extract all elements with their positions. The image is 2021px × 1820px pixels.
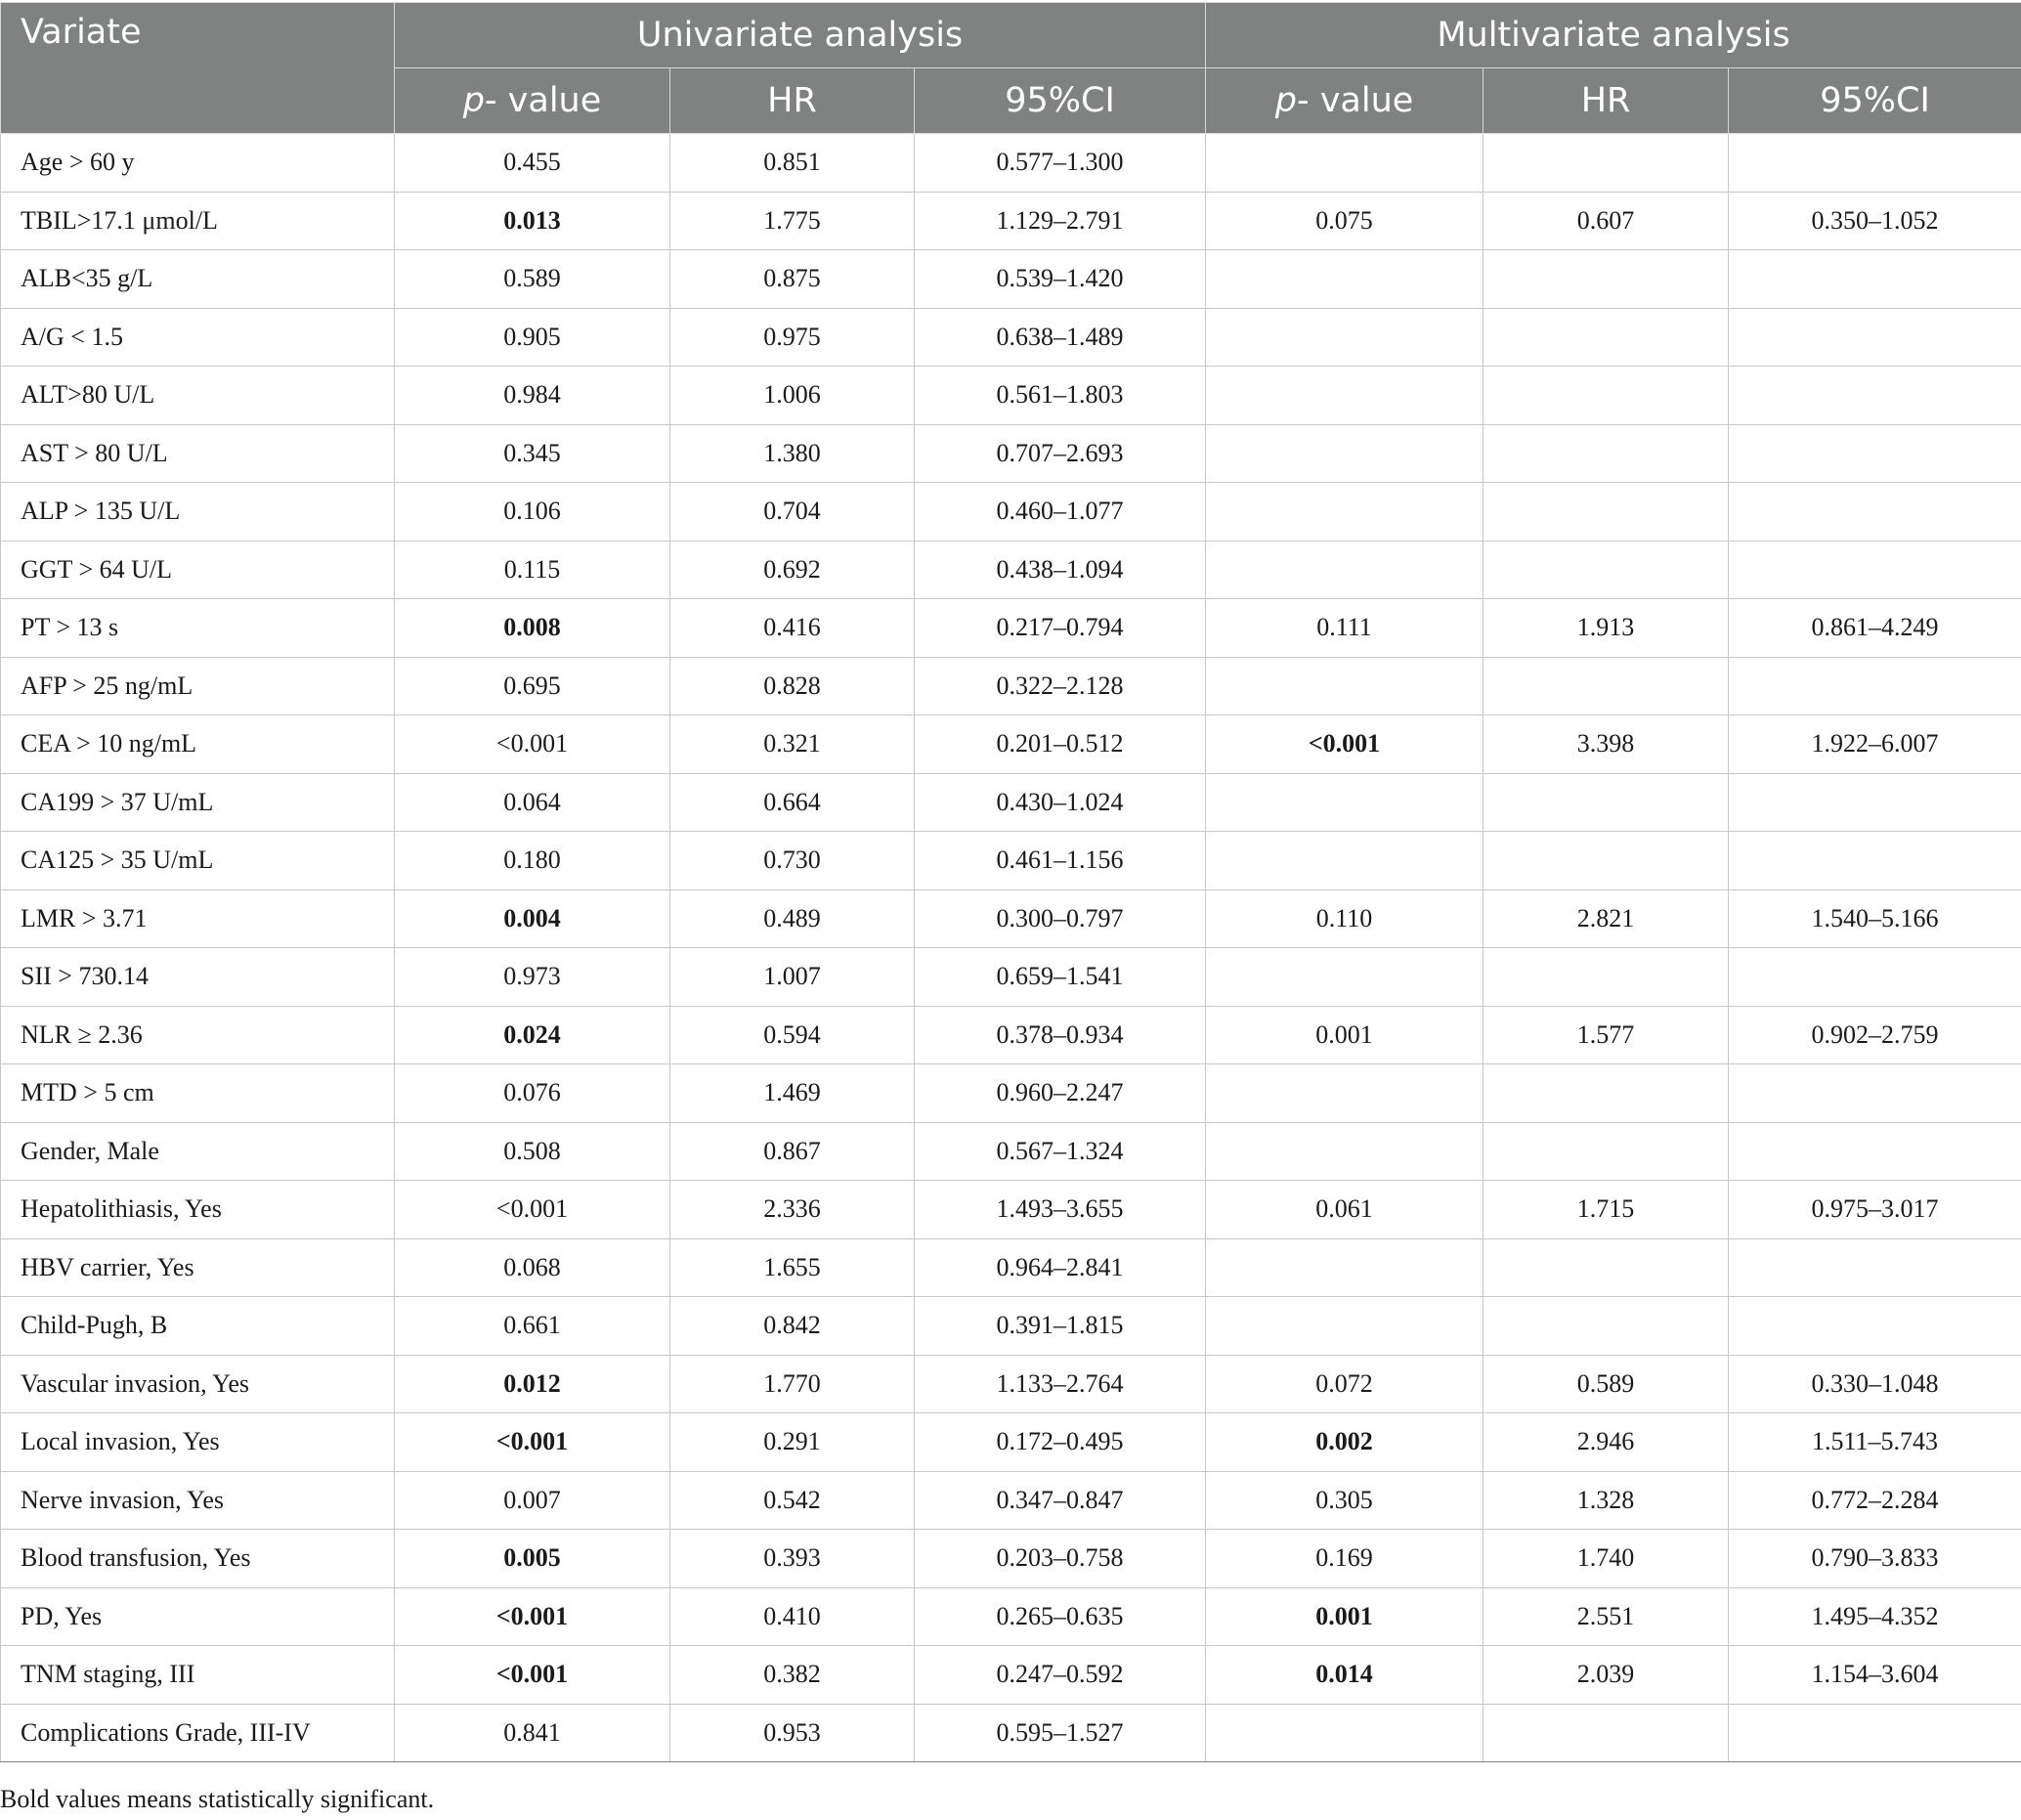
multivariate-hr-cell xyxy=(1484,250,1729,309)
univariate-ci-header: 95%CI xyxy=(915,68,1206,134)
univariate-ci-cell: 0.172–0.495 xyxy=(915,1413,1206,1472)
univariate-p-cell: 0.984 xyxy=(395,367,670,425)
multivariate-ci-cell xyxy=(1729,657,2021,715)
univariate-hr-cell: 0.382 xyxy=(670,1646,915,1705)
variate-cell: Hepatolithiasis, Yes xyxy=(1,1181,395,1239)
univariate-ci-cell: 0.322–2.128 xyxy=(915,657,1206,715)
variate-cell: Child-Pugh, B xyxy=(1,1297,395,1356)
multivariate-ci-cell: 0.350–1.052 xyxy=(1729,192,2021,250)
table-row xyxy=(1,1181,2021,1239)
multivariate-ci-cell xyxy=(1729,424,2021,483)
table-row xyxy=(1,1530,2021,1588)
multivariate-ci-cell: 0.790–3.833 xyxy=(1729,1530,2021,1588)
univariate-p-cell: 0.106 xyxy=(395,483,670,542)
univariate-hr-cell: 0.393 xyxy=(670,1530,915,1588)
multivariate-p-cell xyxy=(1206,308,1484,367)
multivariate-hr-cell: 2.946 xyxy=(1484,1413,1729,1472)
univariate-p-cell: 0.345 xyxy=(395,424,670,483)
univariate-hr-cell: 0.542 xyxy=(670,1471,915,1530)
univariate-hr-cell: 0.291 xyxy=(670,1413,915,1472)
multivariate-p-cell: <0.001 xyxy=(1206,715,1484,774)
univariate-p-cell: 0.013 xyxy=(395,192,670,250)
variate-cell: Blood transfusion, Yes xyxy=(1,1530,395,1588)
univariate-hr-cell: 0.867 xyxy=(670,1122,915,1181)
univariate-hr-cell: 0.664 xyxy=(670,773,915,832)
multivariate-p-cell: 0.061 xyxy=(1206,1181,1484,1239)
table-row xyxy=(1,250,2021,309)
univariate-hr-header: HR xyxy=(670,68,915,134)
multivariate-hr-cell: 1.740 xyxy=(1484,1530,1729,1588)
table-row xyxy=(1,541,2021,599)
multivariate-ci-cell: 1.922–6.007 xyxy=(1729,715,2021,774)
univariate-hr-cell: 0.953 xyxy=(670,1704,915,1762)
univariate-hr-cell: 0.730 xyxy=(670,832,915,890)
multivariate-hr-cell xyxy=(1484,948,1729,1007)
multivariate-ci-cell xyxy=(1729,1122,2021,1181)
univariate-p-cell: 0.076 xyxy=(395,1064,670,1123)
multivariate-p-cell xyxy=(1206,1704,1484,1762)
multivariate-hr-cell xyxy=(1484,1122,1729,1181)
variate-cell: LMR > 3.71 xyxy=(1,889,395,948)
table-row xyxy=(1,1646,2021,1705)
variate-cell: Vascular invasion, Yes xyxy=(1,1355,395,1413)
univariate-header: Univariate analysis xyxy=(395,3,1206,68)
univariate-p-cell: 0.905 xyxy=(395,308,670,367)
univariate-ci-cell: 0.561–1.803 xyxy=(915,367,1206,425)
multivariate-p-header: p- value xyxy=(1206,68,1484,134)
univariate-ci-cell: 1.493–3.655 xyxy=(915,1181,1206,1239)
univariate-hr-cell: 2.336 xyxy=(670,1181,915,1239)
table-row xyxy=(1,483,2021,542)
univariate-p-cell: 0.115 xyxy=(395,541,670,599)
multivariate-p-cell xyxy=(1206,367,1484,425)
table-row xyxy=(1,889,2021,948)
variate-cell: Local invasion, Yes xyxy=(1,1413,395,1472)
multivariate-hr-cell: 0.607 xyxy=(1484,192,1729,250)
results-table xyxy=(0,2,2021,1762)
multivariate-ci-cell xyxy=(1729,367,2021,425)
variate-cell: MTD > 5 cm xyxy=(1,1064,395,1123)
univariate-ci-cell: 0.201–0.512 xyxy=(915,715,1206,774)
univariate-p-cell: 0.973 xyxy=(395,948,670,1007)
variate-cell: TNM staging, III xyxy=(1,1646,395,1705)
variate-cell: ALP > 135 U/L xyxy=(1,483,395,542)
multivariate-hr-cell: 2.821 xyxy=(1484,889,1729,948)
univariate-p-cell: 0.005 xyxy=(395,1530,670,1588)
univariate-p-cell: 0.068 xyxy=(395,1238,670,1297)
univariate-hr-cell: 0.410 xyxy=(670,1587,915,1646)
table-row xyxy=(1,192,2021,250)
multivariate-p-cell xyxy=(1206,424,1484,483)
multivariate-ci-cell xyxy=(1729,1238,2021,1297)
multivariate-ci-cell xyxy=(1729,948,2021,1007)
univariate-ci-cell: 0.595–1.527 xyxy=(915,1704,1206,1762)
univariate-hr-cell: 1.770 xyxy=(670,1355,915,1413)
multivariate-p-cell xyxy=(1206,541,1484,599)
multivariate-hr-header: HR xyxy=(1484,68,1729,134)
univariate-hr-cell: 1.469 xyxy=(670,1064,915,1123)
multivariate-hr-cell: 0.589 xyxy=(1484,1355,1729,1413)
multivariate-p-cell xyxy=(1206,1297,1484,1356)
variate-cell: Gender, Male xyxy=(1,1122,395,1181)
table-row xyxy=(1,1413,2021,1472)
multivariate-ci-cell xyxy=(1729,541,2021,599)
univariate-ci-cell: 0.461–1.156 xyxy=(915,832,1206,890)
table-row xyxy=(1,715,2021,774)
multivariate-hr-cell xyxy=(1484,832,1729,890)
multivariate-hr-cell xyxy=(1484,1238,1729,1297)
multivariate-ci-cell xyxy=(1729,483,2021,542)
multivariate-hr-cell xyxy=(1484,134,1729,193)
multivariate-ci-cell: 0.861–4.249 xyxy=(1729,599,2021,658)
variate-cell: Age > 60 y xyxy=(1,134,395,193)
variate-cell: CEA > 10 ng/mL xyxy=(1,715,395,774)
univariate-p-cell: <0.001 xyxy=(395,715,670,774)
multivariate-p-cell: 0.072 xyxy=(1206,1355,1484,1413)
variate-cell: ALB<35 g/L xyxy=(1,250,395,309)
multivariate-ci-cell xyxy=(1729,250,2021,309)
variate-cell: AFP > 25 ng/mL xyxy=(1,657,395,715)
multivariate-header: Multivariate analysis xyxy=(1206,3,2021,68)
univariate-ci-cell: 0.659–1.541 xyxy=(915,948,1206,1007)
multivariate-ci-cell xyxy=(1729,1297,2021,1356)
univariate-ci-cell: 0.203–0.758 xyxy=(915,1530,1206,1588)
univariate-hr-cell: 0.828 xyxy=(670,657,915,715)
univariate-p-cell: 0.661 xyxy=(395,1297,670,1356)
footnote: Bold values means statistically significant. xyxy=(0,1785,435,1813)
univariate-ci-cell: 1.133–2.764 xyxy=(915,1355,1206,1413)
table-row xyxy=(1,1704,2021,1762)
variate-cell: PT > 13 s xyxy=(1,599,395,658)
univariate-ci-cell: 0.964–2.841 xyxy=(915,1238,1206,1297)
univariate-hr-cell: 1.380 xyxy=(670,424,915,483)
multivariate-p-cell xyxy=(1206,948,1484,1007)
table-body xyxy=(1,134,2021,1762)
table-row xyxy=(1,773,2021,832)
variate-cell: CA125 > 35 U/mL xyxy=(1,832,395,890)
univariate-p-cell: <0.001 xyxy=(395,1181,670,1239)
univariate-ci-cell: 0.567–1.324 xyxy=(915,1122,1206,1181)
table-row xyxy=(1,1064,2021,1123)
multivariate-ci-cell: 1.495–4.352 xyxy=(1729,1587,2021,1646)
multivariate-hr-cell xyxy=(1484,1297,1729,1356)
table-row xyxy=(1,1355,2021,1413)
multivariate-hr-cell xyxy=(1484,1704,1729,1762)
multivariate-ci-cell: 0.772–2.284 xyxy=(1729,1471,2021,1530)
multivariate-hr-cell: 3.398 xyxy=(1484,715,1729,774)
univariate-p-cell: 0.064 xyxy=(395,773,670,832)
univariate-ci-cell: 0.960–2.247 xyxy=(915,1064,1206,1123)
univariate-ci-cell: 1.129–2.791 xyxy=(915,192,1206,250)
univariate-p-header: p- value xyxy=(395,68,670,134)
multivariate-p-cell: 0.002 xyxy=(1206,1413,1484,1472)
univariate-ci-cell: 0.247–0.592 xyxy=(915,1646,1206,1705)
univariate-ci-cell: 0.438–1.094 xyxy=(915,541,1206,599)
univariate-hr-cell: 0.975 xyxy=(670,308,915,367)
univariate-ci-cell: 0.265–0.635 xyxy=(915,1587,1206,1646)
univariate-p-cell: 0.841 xyxy=(395,1704,670,1762)
multivariate-ci-cell xyxy=(1729,1704,2021,1762)
table-row xyxy=(1,134,2021,193)
variate-cell: HBV carrier, Yes xyxy=(1,1238,395,1297)
table-row xyxy=(1,1297,2021,1356)
multivariate-p-cell: 0.075 xyxy=(1206,192,1484,250)
multivariate-ci-header: 95%CI xyxy=(1729,68,2021,134)
multivariate-hr-cell xyxy=(1484,773,1729,832)
multivariate-ci-cell xyxy=(1729,134,2021,193)
multivariate-ci-cell xyxy=(1729,832,2021,890)
univariate-hr-cell: 1.655 xyxy=(670,1238,915,1297)
univariate-p-cell: 0.024 xyxy=(395,1006,670,1064)
multivariate-p-cell: 0.169 xyxy=(1206,1530,1484,1588)
table-row xyxy=(1,948,2021,1007)
multivariate-hr-cell: 1.913 xyxy=(1484,599,1729,658)
table-row xyxy=(1,1471,2021,1530)
variate-cell: TBIL>17.1 μmol/L xyxy=(1,192,395,250)
univariate-hr-cell: 1.007 xyxy=(670,948,915,1007)
univariate-ci-cell: 0.378–0.934 xyxy=(915,1006,1206,1064)
univariate-ci-cell: 0.300–0.797 xyxy=(915,889,1206,948)
multivariate-p-cell: 0.111 xyxy=(1206,599,1484,658)
multivariate-hr-cell xyxy=(1484,541,1729,599)
variate-cell: NLR ≥ 2.36 xyxy=(1,1006,395,1064)
variate-cell: A/G < 1.5 xyxy=(1,308,395,367)
table-row xyxy=(1,832,2021,890)
multivariate-p-cell: 0.110 xyxy=(1206,889,1484,948)
multivariate-p-cell xyxy=(1206,773,1484,832)
multivariate-ci-cell: 1.154–3.604 xyxy=(1729,1646,2021,1705)
multivariate-ci-cell xyxy=(1729,308,2021,367)
multivariate-p-cell xyxy=(1206,1064,1484,1123)
multivariate-ci-cell xyxy=(1729,1064,2021,1123)
table-row xyxy=(1,657,2021,715)
univariate-hr-cell: 1.775 xyxy=(670,192,915,250)
univariate-hr-cell: 0.875 xyxy=(670,250,915,309)
univariate-ci-cell: 0.430–1.024 xyxy=(915,773,1206,832)
table-row xyxy=(1,424,2021,483)
table-row xyxy=(1,1006,2021,1064)
multivariate-p-cell: 0.014 xyxy=(1206,1646,1484,1705)
table-header xyxy=(1,3,2021,134)
univariate-ci-cell: 0.707–2.693 xyxy=(915,424,1206,483)
univariate-ci-cell: 0.638–1.489 xyxy=(915,308,1206,367)
univariate-hr-cell: 0.321 xyxy=(670,715,915,774)
multivariate-p-cell xyxy=(1206,657,1484,715)
univariate-p-cell: 0.012 xyxy=(395,1355,670,1413)
univariate-ci-cell: 0.539–1.420 xyxy=(915,250,1206,309)
table-row xyxy=(1,599,2021,658)
multivariate-p-cell xyxy=(1206,134,1484,193)
multivariate-p-cell: 0.001 xyxy=(1206,1006,1484,1064)
univariate-hr-cell: 0.692 xyxy=(670,541,915,599)
univariate-ci-cell: 0.217–0.794 xyxy=(915,599,1206,658)
multivariate-hr-cell: 2.551 xyxy=(1484,1587,1729,1646)
variate-cell: ALT>80 U/L xyxy=(1,367,395,425)
univariate-ci-cell: 0.391–1.815 xyxy=(915,1297,1206,1356)
multivariate-hr-cell xyxy=(1484,657,1729,715)
multivariate-hr-cell xyxy=(1484,483,1729,542)
multivariate-p-cell xyxy=(1206,250,1484,309)
univariate-p-cell: 0.508 xyxy=(395,1122,670,1181)
univariate-hr-cell: 0.704 xyxy=(670,483,915,542)
multivariate-hr-cell xyxy=(1484,1064,1729,1123)
univariate-hr-cell: 0.489 xyxy=(670,889,915,948)
variate-cell: CA199 > 37 U/mL xyxy=(1,773,395,832)
multivariate-ci-cell: 0.330–1.048 xyxy=(1729,1355,2021,1413)
multivariate-hr-cell: 1.715 xyxy=(1484,1181,1729,1239)
table-row xyxy=(1,308,2021,367)
univariate-p-cell: 0.004 xyxy=(395,889,670,948)
multivariate-p-cell xyxy=(1206,483,1484,542)
multivariate-ci-cell: 1.540–5.166 xyxy=(1729,889,2021,948)
multivariate-p-cell xyxy=(1206,1122,1484,1181)
multivariate-hr-cell: 2.039 xyxy=(1484,1646,1729,1705)
multivariate-hr-cell: 1.577 xyxy=(1484,1006,1729,1064)
univariate-p-cell: 0.455 xyxy=(395,134,670,193)
multivariate-ci-cell: 1.511–5.743 xyxy=(1729,1413,2021,1472)
multivariate-p-cell: 0.305 xyxy=(1206,1471,1484,1530)
multivariate-ci-cell: 0.902–2.759 xyxy=(1729,1006,2021,1064)
multivariate-ci-cell: 0.975–3.017 xyxy=(1729,1181,2021,1239)
univariate-p-cell: 0.007 xyxy=(395,1471,670,1530)
variate-cell: PD, Yes xyxy=(1,1587,395,1646)
univariate-p-cell: 0.589 xyxy=(395,250,670,309)
table-row xyxy=(1,1587,2021,1646)
table-row xyxy=(1,1122,2021,1181)
multivariate-hr-cell xyxy=(1484,308,1729,367)
univariate-p-cell: 0.180 xyxy=(395,832,670,890)
variate-header: Variate xyxy=(1,3,395,134)
univariate-p-cell: 0.008 xyxy=(395,599,670,658)
univariate-hr-cell: 0.842 xyxy=(670,1297,915,1356)
variate-cell: SII > 730.14 xyxy=(1,948,395,1007)
univariate-p-cell: <0.001 xyxy=(395,1646,670,1705)
multivariate-hr-cell: 1.328 xyxy=(1484,1471,1729,1530)
univariate-ci-cell: 0.347–0.847 xyxy=(915,1471,1206,1530)
multivariate-hr-cell xyxy=(1484,424,1729,483)
univariate-hr-cell: 0.594 xyxy=(670,1006,915,1064)
variate-cell: AST > 80 U/L xyxy=(1,424,395,483)
multivariate-p-cell xyxy=(1206,1238,1484,1297)
variate-cell: GGT > 64 U/L xyxy=(1,541,395,599)
univariate-ci-cell: 0.577–1.300 xyxy=(915,134,1206,193)
variate-cell: Nerve invasion, Yes xyxy=(1,1471,395,1530)
multivariate-p-cell xyxy=(1206,832,1484,890)
multivariate-ci-cell xyxy=(1729,773,2021,832)
variate-cell: Complications Grade, III-IV xyxy=(1,1704,395,1762)
univariate-p-cell: 0.695 xyxy=(395,657,670,715)
table-row xyxy=(1,367,2021,425)
univariate-hr-cell: 0.416 xyxy=(670,599,915,658)
univariate-p-cell: <0.001 xyxy=(395,1413,670,1472)
univariate-hr-cell: 1.006 xyxy=(670,367,915,425)
table-row xyxy=(1,1238,2021,1297)
univariate-hr-cell: 0.851 xyxy=(670,134,915,193)
univariate-p-cell: <0.001 xyxy=(395,1587,670,1646)
univariate-ci-cell: 0.460–1.077 xyxy=(915,483,1206,542)
multivariate-hr-cell xyxy=(1484,367,1729,425)
multivariate-p-cell: 0.001 xyxy=(1206,1587,1484,1646)
